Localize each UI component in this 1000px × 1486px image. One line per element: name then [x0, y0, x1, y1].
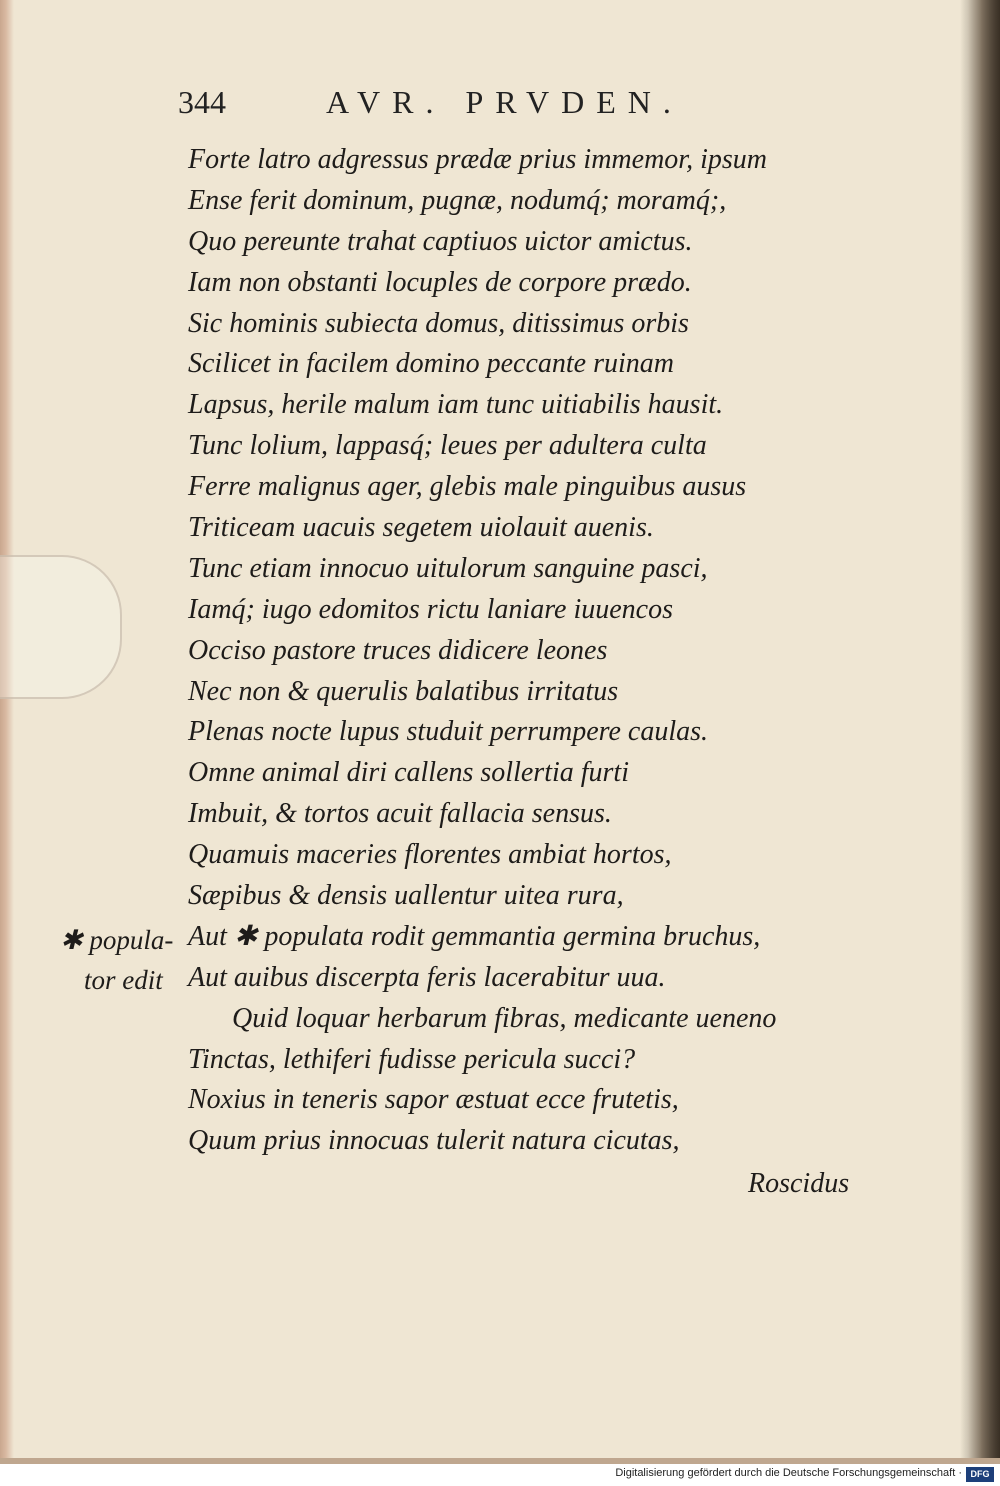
- verse-line: Scilicet in facilem domino peccante ruinam: [188, 348, 674, 380]
- verse-line: Triticeam uacuis segetem uiolauit auenis.: [188, 512, 654, 544]
- verse-line: Iam non obstanti locuples de corpore prædo.: [188, 266, 692, 298]
- verse-line: Aut ✱ populata rodit gemmantia germina bruchus,: [188, 920, 761, 952]
- verse-line: Forte latro adgressus prædæ prius immemor, ipsum: [188, 144, 767, 175]
- verse-line: Occiso pastore truces didicere leones: [188, 634, 608, 666]
- footer-credit: Digitalisierung gefördert durch die Deutsche Forschungsgemeinschaft ·: [615, 1467, 962, 1479]
- verse-line: Ferre malignus ager, glebis male pinguibus ausus: [188, 471, 747, 503]
- marginal-note-line: ✱ popula-: [60, 925, 174, 955]
- marginal-note-line: tor edit: [84, 965, 163, 995]
- page-header: [178, 84, 778, 124]
- verse-block: [188, 140, 848, 1162]
- verse-line: Ense ferit dominum, pugnæ, nodumq́; moramq́;,: [188, 184, 727, 216]
- verse-line: Aut auibus discerpta feris lacerabitur uua.: [188, 961, 666, 993]
- verse-line: Imbuit, & tortos acuit fallacia sensus.: [188, 798, 612, 830]
- page-number: 344: [178, 84, 226, 120]
- verse-line: Quo pereunte trahat captiuos uictor amictus.: [188, 225, 693, 257]
- verse-line: Tunc etiam innocuo uitulorum sanguine pasci,: [188, 552, 708, 584]
- catchword: Roscidus: [748, 1168, 850, 1199]
- verse-line: Sic hominis subiecta domus, ditissimus orbis: [188, 307, 689, 339]
- page-fold-shadow: [960, 0, 1000, 1460]
- verse-line: Tinctas, lethiferi fudisse pericula succi?: [188, 1043, 636, 1075]
- verse-line: Tunc lolium, lappasq́; leues per adultera culta: [188, 430, 707, 462]
- digitization-footer: [0, 1464, 1000, 1486]
- verse-line: Lapsus, herile malum iam tunc uitiabilis hausit.: [188, 389, 724, 421]
- verse-line: Noxius in teneris sapor æstuat ecce frutetis,: [188, 1084, 679, 1116]
- verse-line: Quamuis maceries florentes ambiat hortos,: [188, 839, 672, 871]
- dfg-logo-icon: DFG: [966, 1467, 994, 1482]
- verse-line: Quid loquar herbarum fibras, medicante ueneno: [232, 1002, 777, 1034]
- verse-line: Quum prius innocuas tulerit natura cicutas,: [188, 1125, 680, 1157]
- running-title: AVR. PRVDEN.: [326, 84, 683, 120]
- verse-line: Omne animal diri callens sollertia furti: [188, 757, 629, 789]
- verse-line: Iamq́; iugo edomitos rictu laniare iuuencos: [188, 593, 674, 625]
- verse-line: Sæpibus & densis uallentur uitea rura,: [188, 880, 624, 912]
- clip-icon: [0, 555, 122, 699]
- verse-line: Plenas nocte lupus studuit perrumpere caulas.: [188, 716, 709, 748]
- marginal-note: [60, 920, 180, 1000]
- verse-line: Nec non & querulis balatibus irritatus: [188, 675, 619, 707]
